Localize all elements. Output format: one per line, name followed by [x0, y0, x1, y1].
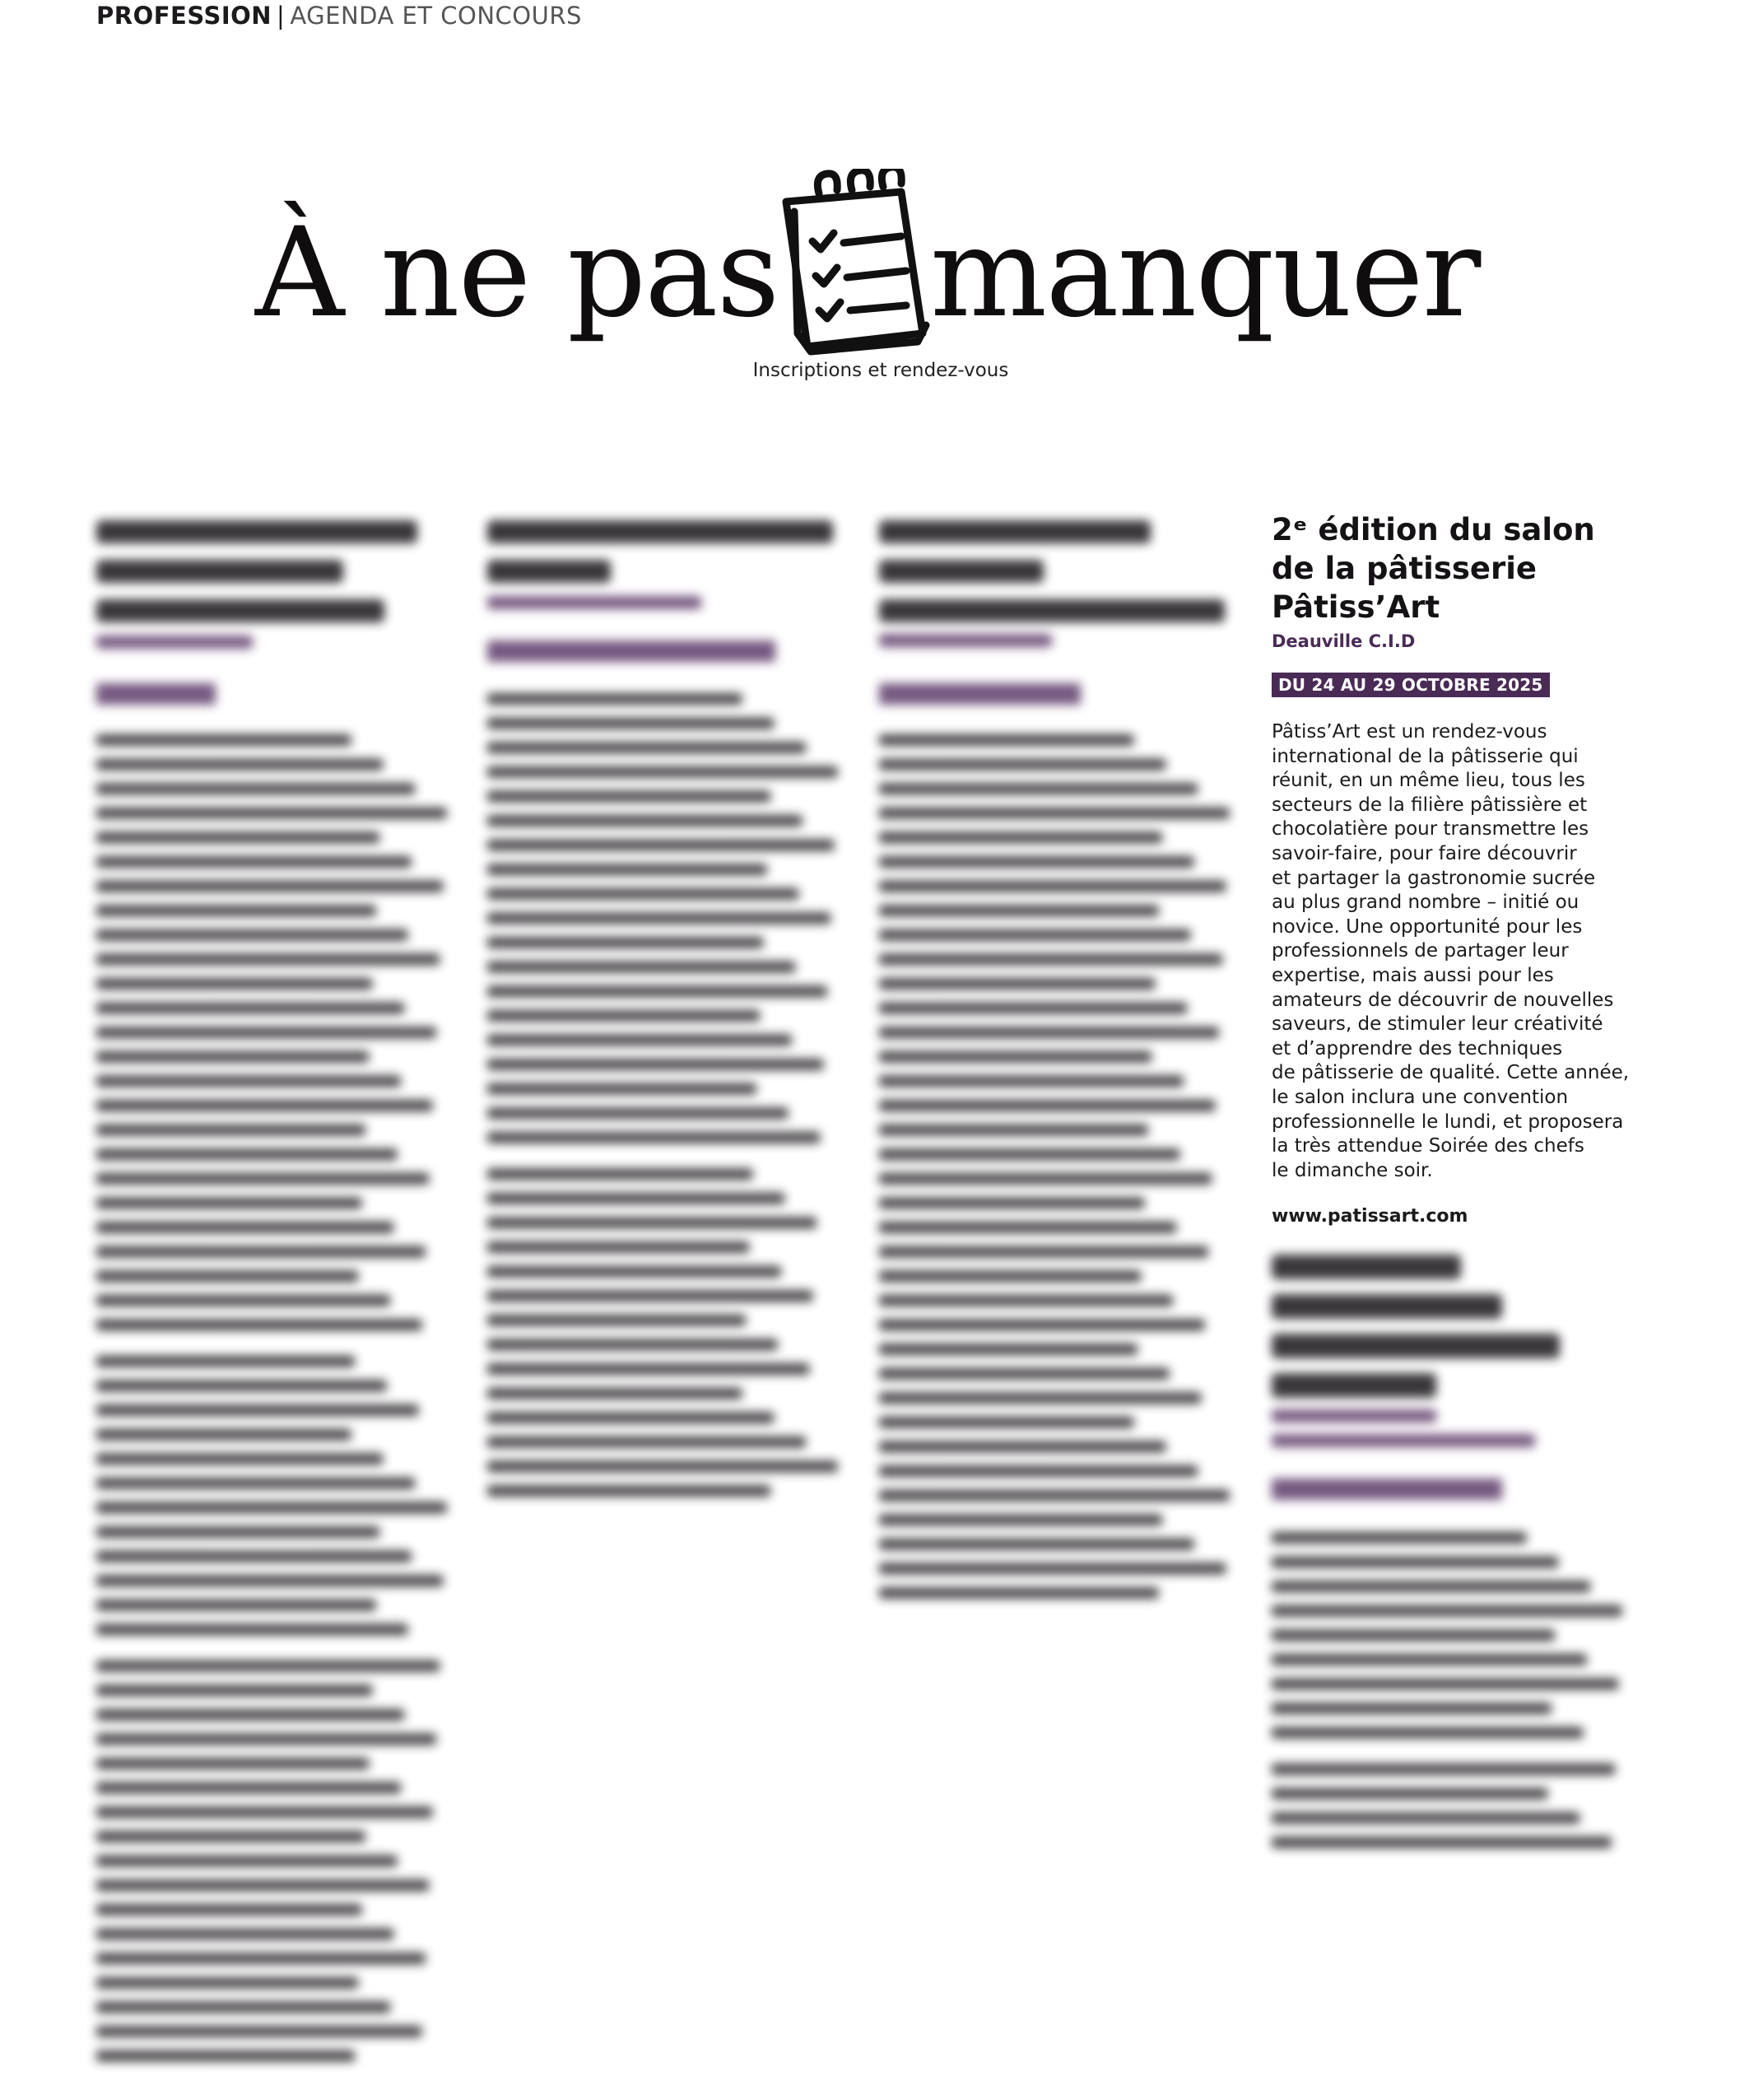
illegible-line — [487, 766, 838, 778]
illegible-line — [96, 905, 376, 916]
article-journees-sologne — [1272, 1248, 1634, 1992]
illegible-line — [487, 1315, 746, 1326]
illegible-line — [96, 808, 447, 819]
illegible-line — [879, 881, 1226, 892]
illegible-line — [96, 1904, 362, 1916]
header-separator: | — [277, 2, 286, 30]
section-label: PROFESSION — [96, 2, 272, 30]
article-body: Pâtiss’Art est un rendez-vous international de la pâtisserie qui réunit, en un même lieu, tous les secteurs de la filière pâtissière et chocolatière pour transmettre les savoir-faire, pour faire découvrir et partager la gastronomie sucrée au plus grand nombre – initié ou novice. Une opportunité pour les professionnels de partager leur expertise, mais aussi pour les amateurs de découvrir de nouvelles saveurs, de stimuler leur créativité et d’apprendre des techniques de pâtisserie de qualité. Cette année, le salon inclura une convention professionnelle le lundi, et proposera la très attendue Soirée des chefs le dimanche soir. — [1272, 721, 1630, 1181]
illegible-line — [879, 783, 1198, 794]
illegible-line — [879, 1003, 1187, 1014]
illegible-line — [487, 1132, 820, 1143]
illegible-line — [879, 1392, 1201, 1404]
illegible-line — [96, 1027, 436, 1038]
illegible-line — [1272, 1630, 1555, 1641]
illegible-line — [1272, 1557, 1558, 1568]
illegible-line — [96, 2026, 422, 2037]
page-title — [255, 169, 1480, 391]
illegible-line — [96, 1125, 365, 1136]
illegible-line — [487, 864, 767, 875]
illegible-text-block — [487, 510, 849, 1581]
illegible-line — [487, 790, 770, 802]
illegible-line — [96, 1856, 398, 1867]
illegible-line — [487, 1485, 770, 1497]
illegible-line — [487, 985, 827, 997]
notepad-checklist-icon — [761, 169, 942, 366]
illegible-line — [879, 1125, 1148, 1136]
article-title: 2ᵉ édition du salon de la pâtisserie Pâtiss’Art — [1272, 512, 1595, 625]
illegible-line — [879, 1075, 1184, 1087]
illegible-line — [1272, 1654, 1587, 1665]
illegible-line — [96, 1478, 415, 1489]
illegible-line — [1272, 1702, 1552, 1714]
illegible-line — [96, 1831, 365, 1842]
illegible-line — [96, 1319, 422, 1330]
illegible-line — [96, 1575, 443, 1586]
illegible-line — [879, 1465, 1198, 1477]
illegible-line — [96, 1684, 372, 1696]
illegible-line — [96, 929, 407, 941]
illegible-line — [879, 929, 1190, 941]
illegible-line — [96, 1051, 369, 1063]
illegible-line — [879, 978, 1155, 989]
illegible-line — [96, 1429, 351, 1441]
illegible-line — [1272, 1679, 1618, 1690]
illegible-text-block — [879, 510, 1241, 1745]
illegible-line — [96, 1356, 355, 1367]
illegible-line — [96, 1246, 426, 1258]
illegible-line — [487, 693, 742, 705]
illegible-line — [1272, 1788, 1547, 1800]
illegible-line — [1272, 1605, 1622, 1617]
illegible-line — [879, 1246, 1208, 1258]
illegible-line — [96, 1502, 447, 1513]
illegible-line — [879, 1319, 1205, 1330]
illegible-line — [96, 1075, 401, 1087]
illegible-line — [879, 831, 1162, 843]
illegible-line — [96, 1734, 436, 1745]
illegible-line — [96, 1928, 393, 1939]
illegible-line — [96, 1806, 433, 1818]
article-column-4 — [1272, 510, 1634, 1992]
illegible-line — [96, 1758, 369, 1769]
illegible-line — [879, 1514, 1162, 1525]
article-column-2 — [487, 510, 849, 1584]
illegible-line — [879, 1100, 1216, 1111]
illegible-line — [879, 1222, 1176, 1233]
illegible-line — [96, 1526, 379, 1538]
illegible-line — [487, 1010, 760, 1022]
illegible-line — [96, 1003, 404, 1014]
illegible-line — [879, 734, 1134, 746]
illegible-line — [96, 1623, 407, 1635]
illegible-line — [487, 1266, 781, 1278]
illegible-line — [96, 1953, 426, 1964]
illegible-line — [487, 1217, 816, 1228]
illegible-line — [879, 1587, 1159, 1599]
article-date-badge: DU 24 AU 29 OCTOBRE 2025 — [1272, 673, 1550, 697]
illegible-line — [487, 912, 830, 924]
illegible-line — [96, 1709, 404, 1721]
article-patissart — [1272, 510, 1634, 1227]
illegible-line — [487, 1363, 809, 1375]
illegible-line — [879, 1417, 1134, 1428]
title-left: À ne pas — [255, 202, 779, 345]
illegible-line — [96, 1295, 390, 1306]
illegible-line — [1272, 1813, 1579, 1824]
illegible-line — [879, 1441, 1165, 1452]
illegible-line — [879, 1051, 1151, 1063]
illegible-line — [1272, 1763, 1615, 1775]
illegible-line — [487, 1107, 789, 1119]
article-column-1 — [96, 510, 458, 2078]
illegible-line — [96, 1453, 383, 1464]
illegible-text-block — [1272, 1248, 1634, 1989]
illegible-line — [96, 1148, 398, 1160]
illegible-line — [96, 734, 351, 746]
illegible-line — [487, 1168, 753, 1180]
illegible-line — [96, 1599, 376, 1611]
article-link[interactable]: www.patissart.com — [1272, 1206, 1468, 1227]
illegible-line — [879, 1295, 1173, 1306]
illegible-line — [487, 962, 795, 973]
illegible-line — [879, 1539, 1194, 1550]
illegible-line — [879, 1197, 1145, 1208]
illegible-line — [487, 1388, 742, 1399]
illegible-line — [879, 1270, 1141, 1282]
illegible-line — [96, 1380, 387, 1391]
illegible-line — [96, 1782, 401, 1794]
subsection-label: AGENDA ET CONCOURS — [290, 2, 582, 30]
illegible-line — [96, 831, 379, 843]
illegible-line — [487, 742, 806, 753]
illegible-line — [879, 905, 1159, 916]
illegible-line — [487, 815, 803, 826]
illegible-line — [96, 881, 443, 892]
illegible-line — [96, 1173, 429, 1185]
illegible-line — [487, 840, 834, 851]
illegible-line — [96, 978, 372, 989]
illegible-line — [1272, 1581, 1590, 1592]
page-header — [96, 2, 582, 30]
illegible-line — [96, 1977, 358, 1989]
illegible-line — [879, 1173, 1212, 1185]
illegible-line — [879, 808, 1230, 819]
illegible-line — [879, 759, 1165, 771]
illegible-line — [96, 1222, 393, 1233]
illegible-line — [487, 1290, 813, 1301]
illegible-line — [1272, 1727, 1583, 1739]
illegible-text-block — [96, 510, 458, 2074]
illegible-line — [96, 759, 383, 771]
illegible-line — [96, 1551, 412, 1562]
illegible-line — [1272, 1532, 1527, 1544]
illegible-line — [96, 1197, 362, 1208]
illegible-line — [96, 2001, 390, 2013]
illegible-line — [879, 1148, 1180, 1160]
illegible-line — [96, 1100, 433, 1111]
illegible-line — [487, 1083, 756, 1095]
illegible-line — [879, 1562, 1226, 1574]
illegible-line — [96, 1879, 429, 1891]
illegible-line — [879, 953, 1222, 965]
illegible-line — [487, 1241, 749, 1253]
illegible-line — [96, 1270, 358, 1282]
illegible-line — [487, 1059, 824, 1070]
illegible-line — [879, 1343, 1138, 1355]
illegible-line — [487, 1412, 774, 1423]
illegible-line — [487, 1436, 806, 1448]
title-subtitle: Inscriptions et rendez-vous — [752, 360, 1009, 381]
illegible-line — [96, 1404, 418, 1416]
illegible-line — [879, 856, 1194, 868]
illegible-line — [487, 937, 763, 948]
illegible-line — [487, 1460, 838, 1472]
illegible-line — [487, 718, 774, 729]
illegible-line — [96, 2050, 355, 2061]
illegible-line — [879, 1368, 1170, 1380]
illegible-line — [487, 1339, 778, 1350]
article-column-3 — [879, 510, 1241, 1748]
illegible-line — [96, 1660, 440, 1672]
title-right: manquer — [930, 202, 1480, 345]
illegible-line — [879, 1490, 1230, 1502]
illegible-line — [487, 1193, 784, 1204]
illegible-line — [96, 783, 415, 794]
illegible-line — [1272, 1837, 1612, 1848]
illegible-line — [487, 888, 798, 900]
illegible-line — [96, 953, 440, 965]
article-location: Deauville C.I.D — [1272, 631, 1416, 651]
illegible-line — [96, 856, 412, 868]
illegible-line — [487, 1034, 792, 1045]
illegible-line — [879, 1027, 1219, 1038]
